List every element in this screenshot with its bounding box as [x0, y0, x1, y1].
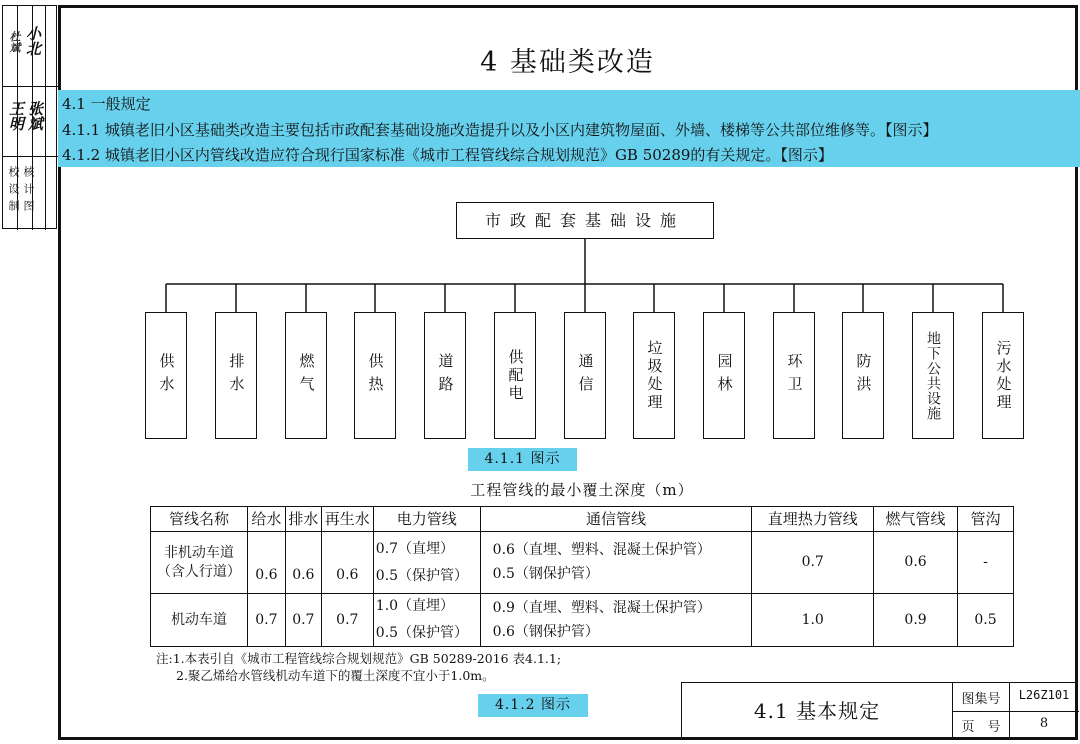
header-cell: 给水: [247, 507, 285, 532]
row-name-cell: 非机动车道 （含人行道）: [151, 532, 248, 594]
table-cell: 1.0: [752, 594, 874, 647]
page-title: 4 基础类改造: [480, 47, 655, 78]
title-block-title: 4.1 基本规定: [682, 683, 953, 739]
figure-tag-4-1-1: 4.1.1 图示: [468, 448, 577, 471]
branch-node: 供配电: [494, 312, 536, 439]
clause-4-1-2: 4.1.2 城镇老旧小区内管线改造应符合现行国家标准《城市工程管线综合规划规范》GB 50289的有关规定。【图示】: [62, 146, 833, 164]
branch-node: 供水: [145, 312, 187, 439]
branch-node: 通信: [564, 312, 606, 439]
table-notes: [156, 650, 561, 684]
header-cell: 通信管线: [480, 507, 752, 532]
note-2: 2.聚乙烯给水管线机动车道下的覆土深度不宜小于1.0m。: [176, 668, 495, 683]
table-cell: 0.9: [874, 594, 958, 647]
branch-node: 供热: [354, 312, 396, 439]
branch-node: 园林: [703, 312, 745, 439]
table-cell: 1.0（直埋） 0.5（保护管）: [373, 594, 480, 647]
branch-node: 防洪: [842, 312, 884, 439]
header-cell: 管线名称: [151, 507, 248, 532]
table-cell: -: [958, 532, 1014, 594]
handwritten-signature: 杜斌: [8, 31, 21, 53]
table-cell: 0.6: [285, 532, 321, 594]
table-cell: 0.5: [958, 594, 1014, 647]
header-cell: 电力管线: [373, 507, 480, 532]
branch-node: 道路: [424, 312, 466, 439]
branch-node: 环卫: [773, 312, 815, 439]
branch-node: 污水处理: [982, 312, 1024, 439]
branch-node: 垃圾处理: [633, 312, 675, 439]
clause-4-1-1: 4.1.1 城镇老旧小区基础类改造主要包括市政配套基础设施改造提升以及小区内建筑物屋面、外墙、楼梯等公共部位维修等。【图示】: [62, 121, 938, 139]
header-cell: 管沟: [958, 507, 1014, 532]
table-cell: 0.6（直埋、塑料、混凝土保护管） 0.5（钢保护管）: [480, 532, 752, 594]
table-row: [151, 594, 1014, 647]
section-heading: 4.1 一般规定: [62, 95, 151, 113]
note-1: 注:1.本表引自《城市工程管线综合规划规范》GB 50289-2016 表4.1.1;: [156, 651, 562, 666]
header-cell: 直埋热力管线: [752, 507, 874, 532]
role-labels-2: 核计图: [22, 166, 35, 217]
page-number-value: 8: [1039, 716, 1049, 731]
branch-node: 燃气: [285, 312, 327, 439]
cover-depth-table: [150, 506, 1014, 647]
header-cell: 再生水: [321, 507, 373, 532]
table-header-row: [151, 507, 1014, 532]
table-cell: 0.6: [874, 532, 958, 594]
title-block: [681, 682, 1078, 740]
diagram-root-node: 市政配套基础设施: [456, 202, 714, 239]
table-cell: 0.6: [321, 532, 373, 594]
atlas-number-value: L26Z101: [1018, 688, 1070, 702]
figure-tag-4-1-2: 4.1.2 图示: [478, 694, 588, 717]
branch-node: 排水: [215, 312, 257, 439]
branch-node: 地下公共设施: [912, 312, 954, 439]
table-cell: 0.7（直埋） 0.5（保护管）: [373, 532, 480, 594]
table-cell: 0.7: [285, 594, 321, 647]
atlas-number-label: 图集号: [961, 692, 1001, 707]
header-cell: 燃气管线: [874, 507, 958, 532]
role-labels: 校设制: [7, 166, 20, 217]
table-cell: 0.6: [247, 532, 285, 594]
header-cell: 排水: [285, 507, 321, 532]
table-cell: 0.7: [752, 532, 874, 594]
table-cell: 0.7: [321, 594, 373, 647]
handwritten-signature: 小北: [24, 26, 42, 56]
table-cell: 0.7: [247, 594, 285, 647]
table-row: [151, 532, 1014, 594]
table-caption: 工程管线的最小覆土深度（m）: [470, 481, 694, 499]
table-cell: 0.9（直埋、塑料、混凝土保护管） 0.6（钢保护管）: [480, 594, 752, 647]
row-name-cell: 机动车道: [151, 594, 248, 647]
handwritten-signature: 王明: [7, 101, 25, 131]
handwritten-signature: 张斌: [26, 101, 44, 131]
page-number-label: 页 号: [961, 720, 1001, 735]
